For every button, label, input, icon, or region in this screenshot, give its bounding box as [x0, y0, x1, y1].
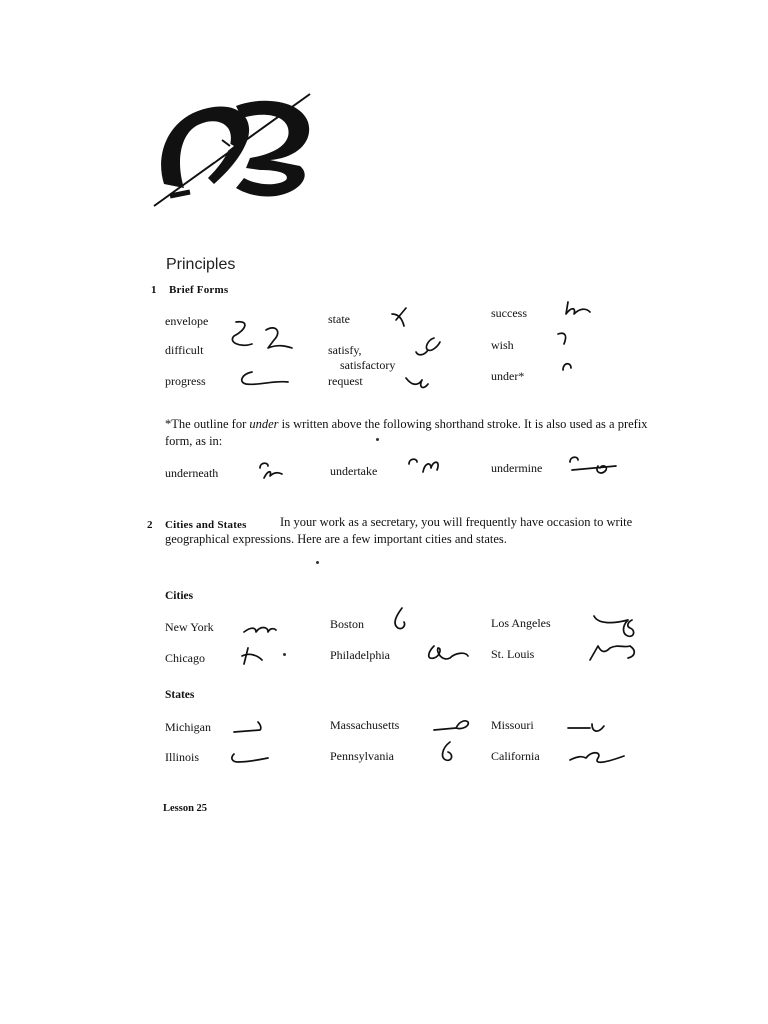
shorthand-undertake — [405, 456, 445, 478]
shorthand-envelope-difficult — [226, 318, 296, 368]
word-envelope: envelope — [165, 314, 209, 328]
shorthand-los-angeles — [592, 612, 640, 642]
speck — [376, 438, 379, 441]
state-california: California — [491, 749, 540, 763]
shorthand-underneath — [256, 460, 286, 482]
city-new-york: New York — [165, 620, 214, 634]
section-2-title: Cities and States — [165, 519, 247, 531]
word-difficult: difficult — [165, 343, 204, 357]
shorthand-undermine — [568, 456, 620, 478]
shorthand-missouri — [566, 718, 612, 736]
shorthand-st-louis — [588, 640, 640, 666]
city-boston: Boston — [330, 617, 365, 631]
word-request: request — [328, 374, 363, 388]
state-missouri: Missouri — [491, 718, 534, 732]
under-note — [165, 416, 665, 450]
shorthand-new-york — [242, 622, 278, 638]
shorthand-progress — [238, 368, 294, 388]
word-wish: wish — [491, 338, 514, 352]
section-1-heading — [151, 284, 228, 296]
word-progress: progress — [165, 374, 206, 388]
shorthand-california — [568, 748, 628, 768]
word-satisfactory: satisfactory — [340, 358, 396, 372]
note-text-2: is written above the following shorthand stroke. It is also used as a prefix form, as in: — [165, 417, 648, 448]
shorthand-boston — [392, 606, 412, 636]
section-1-title: Brief Forms — [169, 284, 229, 296]
state-illinois: Illinois — [165, 750, 200, 764]
word-success: success — [491, 306, 527, 320]
state-massachusetts: Massachusetts — [330, 718, 400, 732]
word-satisfy: satisfy, — [328, 343, 362, 357]
state-pennsylvania: Pennsylvania — [330, 749, 394, 763]
shorthand-massachusetts — [432, 716, 474, 736]
speck — [316, 561, 319, 564]
states-heading: States — [165, 689, 195, 701]
shorthand-pennsylvania — [438, 740, 458, 766]
word-state: state — [328, 312, 350, 326]
city-philadelphia: Philadelphia — [330, 648, 390, 662]
shorthand-success — [562, 300, 594, 322]
word-underneath: underneath — [165, 466, 219, 480]
city-chicago: Chicago — [165, 651, 205, 665]
shorthand-philadelphia — [424, 642, 470, 664]
shorthand-under — [561, 360, 575, 372]
section-2-paragraph: In your work as a secretary, you will frequently have occasion to write geographical expressions. Here are a few important cities and states. — [165, 515, 633, 546]
city-los-angeles: Los Angeles — [491, 616, 551, 630]
shorthand-wish — [556, 330, 572, 346]
shorthand-satisfy — [414, 334, 442, 360]
shorthand-michigan — [232, 720, 266, 738]
speck — [283, 653, 286, 656]
lesson-footer: Lesson 25 — [163, 803, 208, 814]
shorthand-chicago — [240, 646, 270, 668]
page-heading: Principles — [166, 256, 236, 273]
note-italic-under: under — [249, 417, 279, 431]
state-michigan: Michigan — [165, 720, 211, 734]
shorthand-request — [404, 372, 430, 394]
shorthand-illinois — [228, 750, 270, 766]
section-1-number: 1 — [151, 284, 157, 296]
word-undertake: undertake — [330, 464, 378, 478]
cities-heading: Cities — [165, 590, 194, 602]
shorthand-state — [390, 306, 412, 330]
section-2-number: 2 — [147, 519, 153, 531]
note-text-1: *The outline for — [165, 417, 250, 431]
shorthand-logo — [150, 92, 315, 212]
word-under: under* — [491, 369, 525, 383]
word-undermine: undermine — [491, 461, 543, 475]
city-st-louis: St. Louis — [491, 647, 535, 661]
